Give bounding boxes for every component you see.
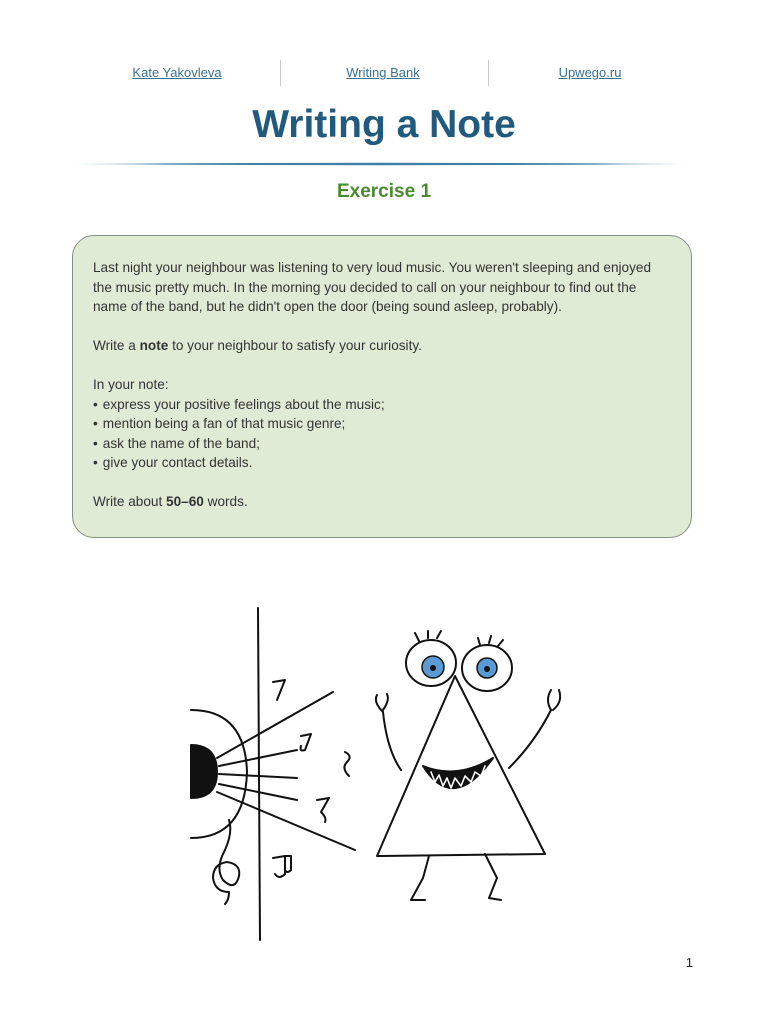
triangle-monster-icon xyxy=(376,631,560,900)
task-box xyxy=(72,235,692,538)
exercise-heading: Exercise 1 xyxy=(336,181,432,202)
header-divider xyxy=(488,60,489,86)
header-divider xyxy=(280,60,281,86)
word-count: Write about 50–60 words. xyxy=(93,494,248,509)
title-divider xyxy=(68,161,688,167)
writing-bank-link[interactable]: Writing Bank xyxy=(346,65,420,80)
wall-line xyxy=(258,608,260,940)
task-instruction: Write a note to your neighbour to satisfy your curiosity. xyxy=(93,338,422,353)
task-points xyxy=(93,395,671,473)
upwego-link[interactable]: Upwego.ru xyxy=(558,65,622,80)
list-item: • express your positive feelings about the music; xyxy=(93,395,671,415)
page-title: Writing a Note xyxy=(252,103,516,146)
music-note-icon xyxy=(273,680,350,877)
list-item: • give your contact details. xyxy=(93,453,671,473)
page-number: 1 xyxy=(685,955,693,970)
author-link[interactable]: Kate Yakovleva xyxy=(132,65,222,80)
word-range: 50–60 xyxy=(166,494,204,509)
list-item: • mention being a fan of that music genre; xyxy=(93,414,671,434)
speaker-icon xyxy=(191,692,355,850)
task-intro: Last night your neighbour was listening to very loud music. You weren't sleeping and enjoyed the music pretty much. In the morning you decided to call on your neighbour to find out the name of the band, but he didn't open the door (being sound asleep, probably). xyxy=(93,260,652,314)
illustration xyxy=(185,600,585,945)
header-links xyxy=(0,58,768,88)
task-keyword: note xyxy=(139,338,169,353)
list-item: • ask the name of the band; xyxy=(93,434,671,454)
list-intro: In your note: xyxy=(93,377,169,392)
